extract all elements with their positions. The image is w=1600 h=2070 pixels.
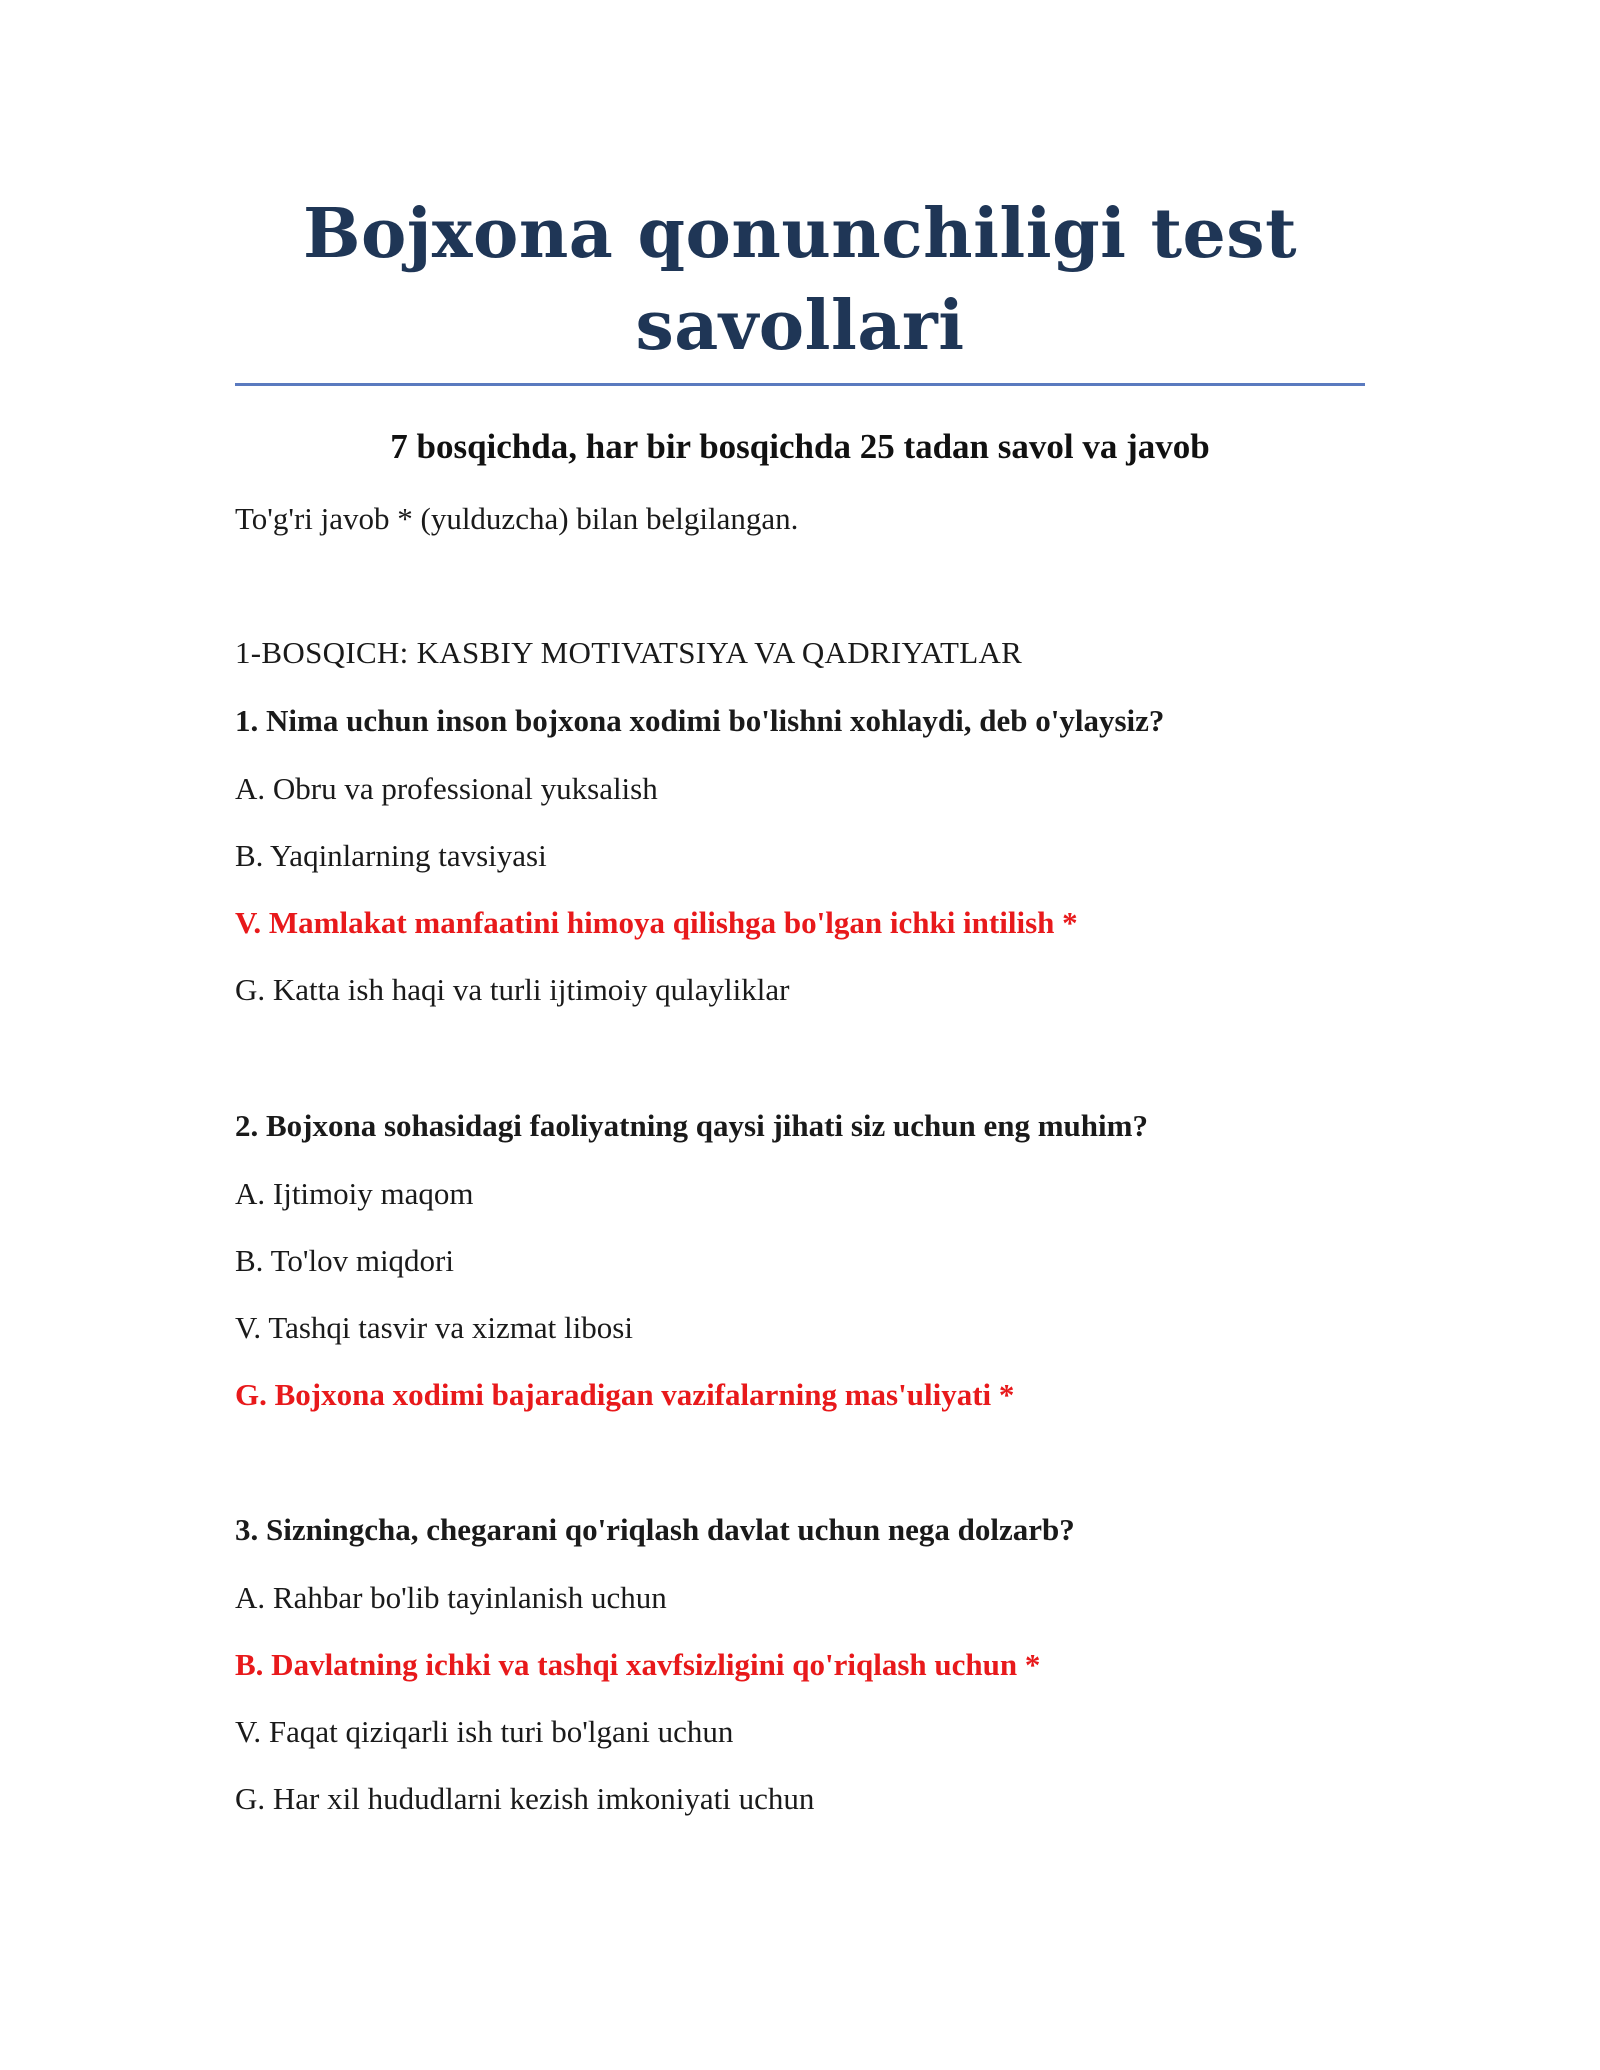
answer-option-a: A. Rahbar bo'lib tayinlanish uchun [235,1580,667,1615]
answer-option-v: V. Tashqi tasvir va xizmat libosi [235,1310,633,1345]
answer-option-b: B. Yaqinlarning tavsiyasi [235,838,547,873]
answer-key-note: To'g'ri javob * (yulduzcha) bilan belgilangan. [235,501,799,536]
question-text: 2. Bojxona sohasidagi faoliyatning qaysi jihati siz uchun eng muhim? [235,1108,1148,1143]
section-title: 1-BOSQICH: KASBIY MOTIVATSIYA VA QADRIYATLAR [235,635,1023,670]
answer-option-a: A. Ijtimoiy maqom [235,1176,474,1211]
answer-option-b: B. To'lov miqdori [235,1243,454,1278]
answer-option-b: B. Davlatning ichki va tashqi xavfsizligini qo'riqlash uchun * [235,1647,1041,1682]
answer-option-v: V. Mamlakat manfaatini himoya qilishga bo'lgan ichki intilish * [235,905,1078,940]
answer-option-v: V. Faqat qiziqarli ish turi bo'lgani uchun [235,1714,734,1749]
question-text: 1. Nima uchun inson bojxona xodimi bo'lishni xohlaydi, deb o'ylaysiz? [235,703,1165,738]
answer-option-g: G. Katta ish haqi va turli ijtimoiy qulayliklar [235,972,790,1007]
answer-option-g: G. Bojxona xodimi bajaradigan vazifalarning mas'uliyati * [235,1377,1015,1412]
question-2 [235,1101,1148,1437]
document-title: Bojxona qonunchiligi test savollari [303,194,1297,366]
answer-option-g: G. Har xil hududlarni kezish imkoniyati uchun [235,1781,815,1816]
question-3 [235,1505,1075,1841]
question-1 [235,696,1164,1032]
answer-option-a: A. Obru va professional yuksalish [235,771,658,806]
document-subtitle: 7 bosqichda, har bir bosqichda 25 tadan savol va javob [390,427,1210,466]
title-divider [235,383,1365,386]
question-text: 3. Sizningcha, chegarani qo'riqlash davlat uchun nega dolzarb? [235,1512,1075,1547]
